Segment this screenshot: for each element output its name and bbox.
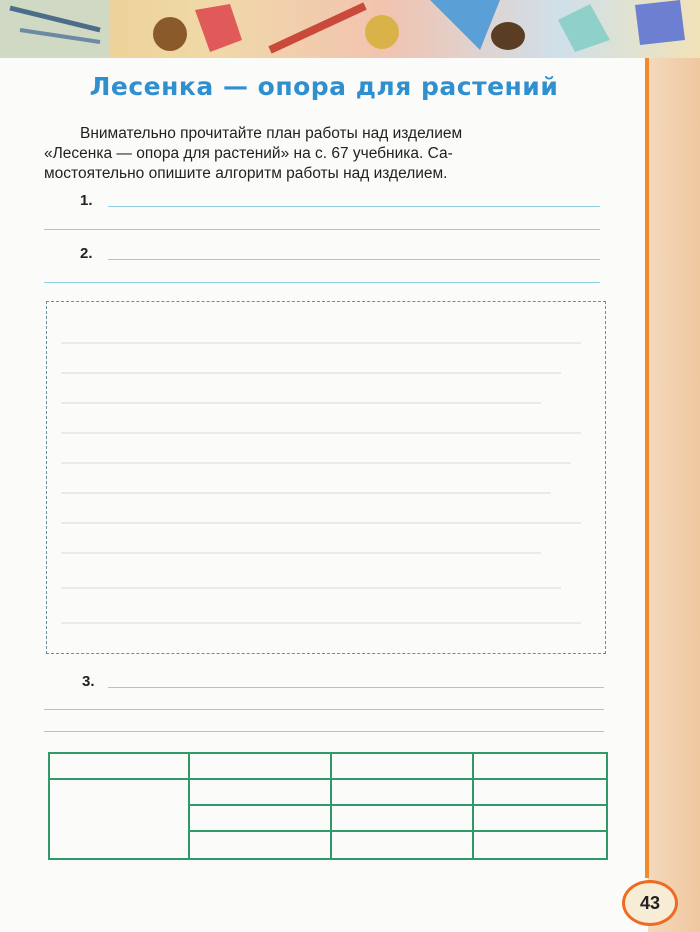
step-3-answer-line[interactable] — [108, 687, 604, 688]
side-margin — [648, 58, 700, 932]
instruction-line-3: мостоятельно опишите алгоритм работы над изделием. — [44, 165, 448, 182]
ghost-line — [61, 372, 561, 374]
ghost-line — [61, 587, 561, 589]
page-title: Лесенка — опора для растений — [89, 72, 559, 101]
instruction-line-2: «Лесенка — опора для растений» на с. 67 учебника. Са- — [44, 145, 453, 162]
button-icon — [362, 12, 402, 52]
table-cell[interactable] — [473, 831, 607, 859]
page-number: 43 — [622, 880, 678, 926]
button-icon — [150, 14, 190, 54]
step-3-answer-line-2[interactable] — [44, 709, 604, 710]
ghost-line — [61, 432, 581, 434]
step-2-answer-line-2[interactable] — [44, 282, 600, 283]
ghost-line — [61, 492, 551, 494]
pencil-icon — [265, 0, 375, 58]
table-cell[interactable] — [331, 805, 473, 831]
step-3-answer-line-3[interactable] — [44, 731, 604, 732]
table-cell[interactable] — [189, 805, 331, 831]
orange-margin-line — [645, 58, 649, 878]
ghost-line — [61, 552, 541, 554]
kite-icon — [550, 0, 630, 58]
button-icon — [488, 18, 528, 58]
table-cell[interactable] — [331, 779, 473, 805]
task-instructions — [44, 124, 584, 184]
table-cell[interactable] — [473, 805, 607, 831]
ghost-line — [61, 342, 581, 344]
ghost-line — [61, 522, 581, 524]
compass-icon — [0, 0, 110, 58]
table-cell[interactable] — [473, 779, 607, 805]
instruction-line-1: Внимательно прочитайте план работы над изделием — [80, 125, 463, 142]
table-cell[interactable] — [49, 753, 189, 779]
step-1-label: 1. — [80, 192, 93, 209]
ghost-line — [61, 462, 571, 464]
step-1-answer-line-2[interactable] — [44, 229, 600, 230]
table-cell[interactable] — [189, 831, 331, 859]
table-cell[interactable] — [189, 753, 331, 779]
table-cell[interactable] — [473, 753, 607, 779]
ghost-line — [61, 402, 541, 404]
drawing-area[interactable] — [46, 301, 606, 654]
step-1-answer-line[interactable] — [108, 206, 600, 207]
wallet-icon — [190, 0, 250, 58]
step-2-label: 2. — [80, 245, 93, 262]
table-cell[interactable] — [189, 779, 331, 805]
answer-table — [48, 752, 608, 860]
step-3-label: 3. — [82, 673, 95, 690]
table-cell[interactable] — [331, 753, 473, 779]
table-cell[interactable] — [49, 779, 189, 859]
step-2-answer-line[interactable] — [108, 259, 600, 260]
table-cell[interactable] — [331, 831, 473, 859]
ghost-line — [61, 622, 581, 624]
header-banner — [0, 0, 700, 58]
kite-icon — [630, 0, 690, 58]
